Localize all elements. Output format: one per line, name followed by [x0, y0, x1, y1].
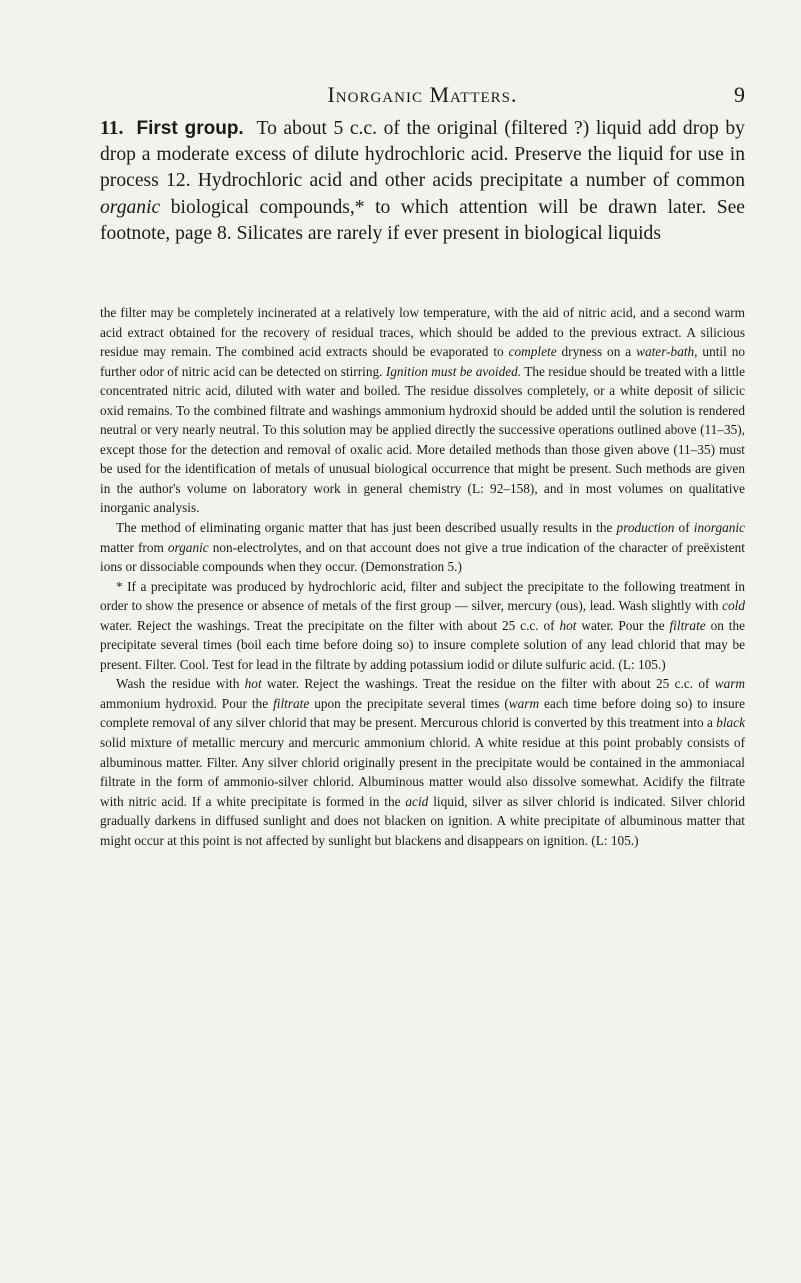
production-text-4: non-electrolytes, and on that account does not give a true indication of the character of preëxistent ions or dissociable compounds when they occur. (Demonstration 5.) [100, 539, 745, 575]
hot-emphasis-2: hot [244, 676, 262, 692]
complete-emphasis: complete [508, 344, 557, 360]
warm-emphasis: warm [714, 676, 746, 692]
continuation-paragraph [100, 303, 745, 518]
page-number: 9 [734, 82, 745, 107]
inorganic-emphasis: inorganic [693, 520, 745, 536]
continuation-text-1: the filter may be completely incinerated at a relatively low temperature, with the aid of nitric acid, and a second warm acid extract obtained for the recovery of residual traces, which should be added to the previous extract. A silicious residue may remain. The combined acid extracts should be evaporated to [100, 305, 745, 360]
fine-print-block [100, 303, 745, 850]
running-head [100, 82, 745, 112]
organic-emphasis: organic [100, 196, 161, 218]
footnote-2-text-3: ammonium hydroxid. Pour the [100, 695, 274, 711]
production-text-3: matter from [100, 539, 168, 555]
continuation-text-2: dryness on a [556, 344, 637, 360]
production-paragraph [100, 518, 745, 577]
footnote-2-text-7: liquid, silver as silver chlorid is indicated. Silver chlorid gradually darkens in diffused sunlight and does not blacken on ignition. A white precipitate of albuminous matter that might occur at this point is not affected by sunlight but blackens and disappears on ignition. (L: 105.) [100, 793, 745, 848]
footnote-paragraph-2 [100, 674, 745, 850]
black-emphasis: black [716, 715, 745, 731]
footnote-1-text-3: water. Pour the [576, 617, 670, 633]
footnote-2-text-2: water. Reject the washings. Treat the residue on the filter with about 25 c.c. of [261, 676, 715, 692]
acid-emphasis: acid [405, 793, 429, 809]
production-text-2: of [674, 520, 694, 536]
cold-emphasis: cold [722, 598, 745, 614]
footnote-1-text-4: on the precipitate several times (boil each time before doing so) to insure complete solution of any lead chlorid that may be present. Filter. Cool. Test for lead in the filtrate by adding potassium iodid or dilute sulfuric acid. (L: 105.) [100, 617, 745, 672]
ignition-warning: Ignition must be avoided. [385, 363, 522, 379]
continuation-text-3: until no further odor of nitric acid can be detected on stirring. [100, 344, 746, 379]
production-emphasis: production [616, 520, 675, 536]
footnote-2-text-5: each time before doing so) to insure complete removal of any silver chlorid that may be present. Mercurous chlorid is converted by this treatment into a [100, 695, 746, 731]
footnote-paragraph-1 [100, 577, 745, 675]
filtrate-emphasis: filtrate [669, 617, 706, 633]
production-text-1: The method of eliminating organic matter that has just been described usually results in the [116, 520, 617, 536]
footnote-2-text-4: upon the precipitate several times ( [309, 695, 509, 711]
running-title: Inorganic Matters. [327, 82, 518, 107]
water-bath-emphasis: water-bath, [636, 344, 698, 360]
footnote-2-text-6: solid mixture of metallic mercury and mercuric ammonium chlorid. A white residue at this point probably consists of albuminous matter. Filter. Any silver chlorid originally present in the precipitate would be contained in the ammoniacal filtrate in the form of ammonio-silver chlorid. Albuminous matter would also dissolve somewhat. Acidify the filtrate with nitric acid. If a white precipitate is formed in the [100, 735, 745, 809]
section-heading: First group. [136, 118, 244, 139]
organic-emphasis-2: organic [167, 539, 209, 555]
main-text-2: . Hydrochloric acid and other acids precipitate a number of common [185, 170, 745, 192]
footnote-1-text-2: water. Reject the washings. Treat the precipitate on the filter with about 25 c.c. of [100, 617, 560, 633]
continuation-text-4: The residue should be treated with a little concentrated nitric acid, diluted with water and boiled. The residue dissolves completely, or a white deposit of silicic oxid remains. To the combined filtrate and washings ammonium hydroxid should be added until the solution is rendered neutral or very nearly neutral. To this solution may be applied directly the successive operations outlined above (11–35), except those for the detection and removal of oxalic acid. More detailed methods than those given above (11–35) must be used for the identification of metals of unusual biological occurrence that might be present. Such methods are given in the author's volume on laboratory work in general chemistry (L: 92–158), and in most volumes on qualitative inorganic analysis. [100, 363, 745, 516]
footnote-2-text-1: Wash the residue with [116, 676, 245, 692]
footnote-1-text-1: * If a precipitate was produced by hydrochloric acid, filter and subject the precipitate to the following treatment in order to show the presence or absence of metals of the first group — silver, mercury (ous), lead. Wash slightly with [100, 578, 745, 614]
process-ref: 12 [166, 170, 186, 192]
main-text-3: biological compounds,* to which attention will be drawn later. See footnote, page 8. Silicates are rarely if ever present in biological liquids [100, 196, 745, 244]
filtrate-emphasis-2: filtrate [273, 695, 310, 711]
main-text-1: To about 5 c.c. of the original (filtered ?) liquid add drop by drop a moderate excess of dilute hydrochloric acid. Preserve the liquid for use in process [100, 118, 745, 192]
hot-emphasis: hot [559, 617, 577, 633]
main-paragraph [100, 116, 745, 247]
section-number: 11. [100, 118, 124, 139]
warm-emphasis-2: warm [508, 695, 540, 711]
